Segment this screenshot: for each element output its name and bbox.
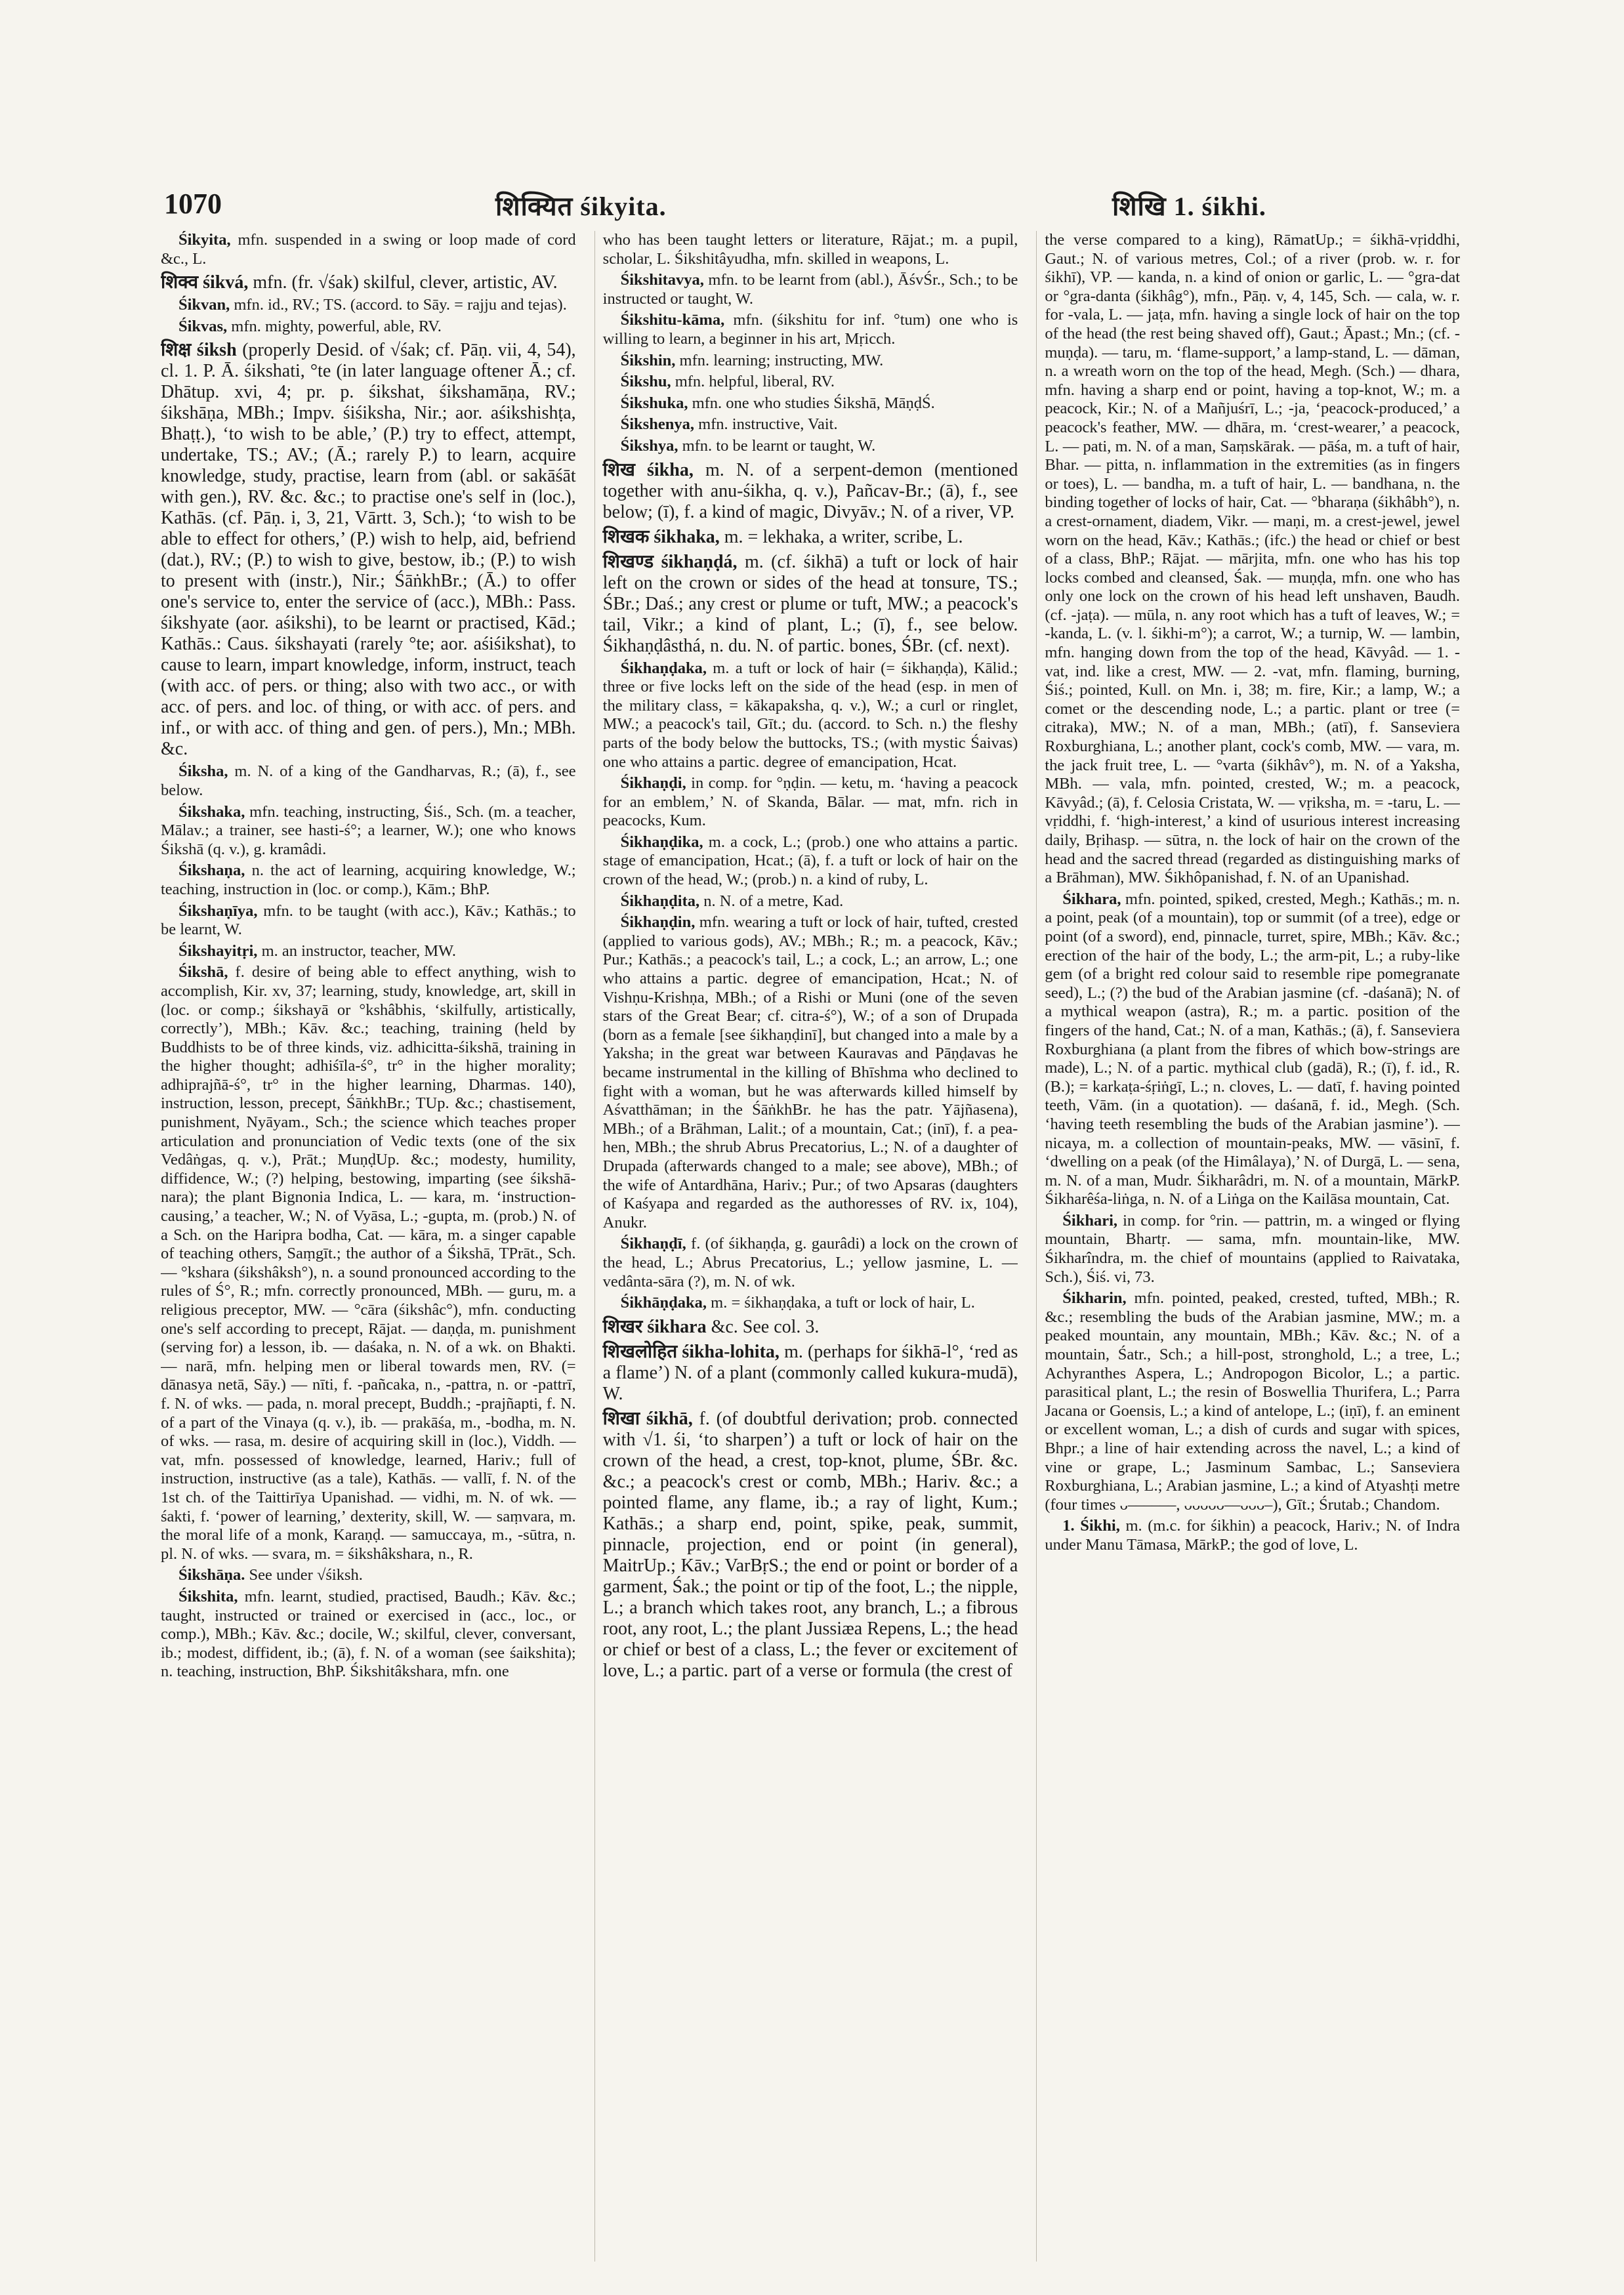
dictionary-entry: [161, 963, 576, 1563]
entry-text: mfn. one who studies Śikshā, MāṇḍŚ.: [692, 394, 935, 412]
entry-text: m. = lekhaka, a writer, scribe, L.: [724, 526, 963, 547]
entry-headword: Śikhaṇḍaka,: [620, 659, 707, 677]
entry-headword: शिखण्ड śikhaṇḍá,: [602, 551, 738, 572]
entry-headword: Śikvas,: [178, 317, 228, 335]
entry-text: (properly Desid. of √śak; cf. Pāṇ. vii, 4, 54), cl. 1. P. Ā. śikshati, °te (in later language oftener Ā.; cf. Dhātup. xvi, 4; pr. p. śikshat, śikshamāṇa, RV.; śikshāṇa, MBh.; Impv. śiśiksha, Nir.; aor. aśikshishṭa, Bhaṭṭ.), ‘to wish to be able,’ (P.) try to effect, attempt, undertake, TS.; AV.; (Ā.; rarely P.) to learn, acquire knowledge, study, practise, learn from (abl. or sakāśāt with gen.), RV. &c. &c.; to practise one's self in (loc.), Kathās. (cf. Pāṇ. i, 3, 21, Vārtt. 3, Sch.); ‘to wish to be able to effect for others,’ (P.) wish to help, aid, befriend (dat.), RV.; (P.) to wish to give, bestow, ib.; (P.) to wish to present with (instr.), Nir.; ŚāṅkhBr.; (Ā.) to offer one's service to, enter the service of (acc.), MBh.: Pass. śikshyate (aor. aśikshi), to be learnt or practised, Kād.; Kathās.: Caus. śikshayati (rarely °te; aor. aśiśikshat), to cause to learn, impart knowledge, inform, instruct, teach (with acc. of pers. or thing; also with two acc., or with acc. of pers. and loc. of thing, or with acc. of pers. and inf., or with acc. of thing and gen. of pers.), Mn.; MBh. &c.: [161, 340, 576, 760]
entry-headword: Śikshya,: [620, 436, 678, 455]
entry-headword: Śikhara,: [1062, 890, 1121, 908]
entry-text: &c. See col. 3.: [711, 1316, 820, 1337]
entry-text: n. N. of a metre, Kad.: [703, 892, 844, 910]
dictionary-entry: [161, 272, 576, 293]
entry-text: f. (of doubtful derivation; prob. connected with √1. śi, ‘to sharpen’) a tuft or lock of hair on the crown of the head, a crest, top-knot, plume, ŚBr. &c. &c.; a peacock's crest or comb, MBh.; Hariv. &c.; a pointed flame, any flame, ib.; a ray of light, Kum.; Kathās.; a sharp end, point, spike, peak, summit, pinnacle, projection, end or point (in general), MaitrUp.; Kāv.; VarBṛS.; the end or point or border of a garment, Śak.; the point or tip of the foot, L.; the nipple, L.; a branch which takes root, any branch, L.; a fibrous root, any root, L.; the plant Jussiæa Repens, L.; the head or chief or best of a class, L.; the fever or excitement of love, L.; a partic. part of a verse or formula (the crest of: [602, 1408, 1018, 1681]
dictionary-entry: [161, 902, 576, 940]
dictionary-entry: [603, 352, 1018, 371]
entry-headword: शिखक śikhaka,: [602, 526, 720, 547]
entry-text: mfn. pointed, peaked, crested, tufted, MBh.; R. &c.; resembling the buds of the Arabian jasmine, MW.; m. a peaked mountain, any mountain, MBh.; Kāv. &c.; N. of a mountain, Śatr., Sch.; a hill-post, stronghold, L.; a tree, L.; Achyranthes Aspera, L.; Andropogon Bicolor, L.; a partic. parasitical plant, L.; the resin of Boswellia Thurifera, L.; Parra Jacana or Goensis, L.; a kind of antelope, L.; (iṇī), f. an eminent or excellent woman, L.; a dish of curds and sugar with spices, Bhpr.; a line of hair extending across the navel, L.; a kind of vine or grape, L.; Jasminum Sambac, L.; Sanseviera Roxburghiana, L.; Arabian jasmine, L.; a kind of Atyashṭi metre (four times ᴗ––––––, ᴗᴗᴗᴗᴗ––ᴗᴗᴗ–), Gīt.; Śrutab.; Chandom.: [1045, 1289, 1460, 1514]
dictionary-entry: [603, 1317, 1018, 1338]
page-header: [164, 187, 1457, 226]
entry-headword: Śikshaka,: [178, 802, 245, 821]
entry-text: mfn. to be taught (with acc.), Kāv.; Kathās.; to be learnt, W.: [161, 901, 576, 939]
dictionary-entry: [603, 1342, 1018, 1405]
entry-headword: Śikhāṇḍaka,: [620, 1294, 707, 1312]
dictionary-entry: [1045, 1212, 1460, 1287]
entry-headword: Śikharin,: [1062, 1289, 1127, 1308]
entry-text: in comp. for °rin. — pattrin, m. a winged or flying mountain, Bhartṛ. — sama, mfn. mountain-like, MW. Śikharîndra, m. the chief of mountains (applied to Raivataka, Sch.), Śiś. vi, 73.: [1045, 1211, 1460, 1286]
dictionary-entry: [1045, 1517, 1460, 1554]
entry-headword: Śikshaṇīya,: [178, 901, 258, 920]
entry-text: mfn. (śikshitu for inf. °tum) one who is willing to learn, a beginner in his art, Mṛicch.: [602, 311, 1018, 348]
entry-headword: Śikshāṇa.: [178, 1566, 245, 1584]
entry-headword: Śikshu,: [620, 373, 671, 391]
entry-headword: शिक्व śikvá,: [161, 272, 249, 293]
entry-text: mfn. (fr. √śak) skilful, clever, artistic, AV.: [253, 272, 558, 293]
entry-text: f. desire of being able to effect anything, wish to accomplish, Kir. xv, 37; learning, study, knowledge, art, skill in (loc. or comp.; śikshayā or °kshâbhis, ‘skilfully, artistically, correctly’), MBh.; Kāv. &c.; teaching, training (held by Buddhists to be of three kinds, viz. adhicitta-śikshā, training in the higher thought; adhiśīla-ś°, tr° in the higher morality; adhiprajñā-ś°, tr° in the higher learning, Dharmas. 140), instruction, lesson, precept, ŚāṅkhBr.; TUp. &c.; chastisement, punishment, Nyāyam., Sch.; the science which teaches proper articulation and pronunciation of Vedic texts (one of the six Vedâṅgas, q. v.), Prāt.; MuṇḍUp. &c.; modesty, humility, diffidence, W.; (?) helping, bestowing, imparting (see śikshā-nara); the plant Bignonia Indica, L. — kara, m. ‘instruction-causing,’ a teacher, W.; N. of Vyāsa, L.; -gupta, m. (prob.) N. of a Sch. on the Haripra bodha, Cat. — kāra, m. a singer capable of teaching others, Saṃgīt.; the author of a Śikshā, TPrāt., Sch. — °kshara (śikshâksh°), n. a sound pronounced according to the rules of Ś°, R.; mfn. correctly pronounced, MBh. — guru, m. a religious preceptor, MW. — °cāra (śikshâc°), mfn. conducting one's self according to precept, Rājat. — daṇḍa, m. punishment (serving for) a lesson, ib. — daśaka, n. N. of a wk. on Bhakti. — narā, mfn. helping men or liberal towards men, RV. (= dānasya netā, Sāy.) — nīti, f. -pañcaka, n., -pattra, n. or -pattrī, f. N. of wks. — pada, n. moral precept, Buddh.; -prajñapti, f. N. of a part of the Vinaya (q. v.), ib. — prakāśa, m., -bodha, m. N. of wks. — rasa, m. desire of acquiring skill in (loc.), Viddh. — vat, mfn. possessed of knowledge, learned, Hariv.; full of instruction, instructive (as a tale), Kathās. — vallī, f. N. of the 1st ch. of the Taittirīya Upanishad. — vidhi, m. N. of wk. — śakti, f. ‘power of learning,’ dexterity, skill, W. — saṃvara, m. the moral life of a monk, Karaṇḍ. — samuccaya, m., -sūtra, n. pl. N. of wks. — svara, m. = śikshâkshara, n., R.: [161, 963, 576, 1563]
dictionary-entry: [603, 1409, 1018, 1682]
dictionary-entry: [161, 803, 576, 859]
dictionary-entry: [603, 460, 1018, 523]
dictionary-entry: [603, 1294, 1018, 1313]
entry-text: m. (cf. śikhā) a tuft or lock of hair left on the crown or sides of the head at tonsure, TS.; ŚBr.; Daś.; any crest or plume or tuft, MW.; a peacock's tail, Vikr.; a kind of plant, L.; (ī), f., see below. Śikhaṇḍâsthá, n. du. N. of partic. bones, ŚBr. (cf. next).: [602, 551, 1018, 656]
dictionary-entry: [603, 1235, 1018, 1291]
dictionary-entry: [161, 231, 576, 268]
entry-text: mfn. learning; instructing, MW.: [679, 351, 884, 369]
entry-headword: Śikshin,: [620, 351, 676, 369]
entry-text: f. (of śikhaṇḍa, g. gaurâdi) a lock on the crown of the head, L.; Abrus Precatorius, L.; yellow jasmine, L. — vedânta-sāra (?), m. N. of wk.: [602, 1235, 1018, 1291]
entry-headword: Śikshitavya,: [620, 271, 704, 289]
entry-headword: 1. Śikhi,: [1062, 1517, 1120, 1535]
entry-text: mfn. id., RV.; TS. (accord. to Sāy. = rajju and tejas).: [234, 296, 567, 314]
entry-text: mfn. suspended in a swing or loop made of cord &c., L.: [161, 231, 576, 268]
entry-headword: Śiksha,: [178, 762, 228, 781]
entry-text: mfn. to be learnt or taught, W.: [682, 436, 876, 455]
entry-headword: Śikshuka,: [620, 394, 688, 412]
column-1: [161, 231, 576, 2262]
entry-headword: शिख śikha,: [602, 459, 694, 480]
column-2: [594, 231, 1018, 2262]
entry-text: mfn. to be learnt from (abl.), ĀśvŚr., Sch.; to be instructed or taught, W.: [602, 271, 1018, 308]
entry-headword: Śikshā,: [178, 963, 228, 982]
dictionary-entry: [603, 311, 1018, 348]
entry-text: who has been taught letters or literature, Rājat.; m. a pupil, scholar, L. Śikshitâyudha, mfn. skilled in weapons, L.: [602, 231, 1018, 268]
entry-text: mfn. instructive, Vait.: [698, 415, 838, 434]
entry-headword: शिखलोहित śikha-lohita,: [602, 1341, 780, 1362]
entry-text: mfn. teaching, instructing, Śiś., Sch. (m. a teacher, Mālav.; a trainer, see hasti-ś°; a learner, W.); one who knows Śikshā (q. v.), g. kramâdi.: [161, 802, 576, 858]
entry-text: m. N. of a king of the Gandharvas, R.; (ā), f., see below.: [161, 762, 576, 799]
entry-headword: शिखर śikhara: [602, 1316, 707, 1337]
dictionary-entry: [603, 394, 1018, 413]
entry-text: mfn. wearing a tuft or lock of hair, tufted, crested (applied to various gods), AV.; MBh.; R.; m. a peacock, Kāv.; Pur.; Kathās.; a peacock's tail, L.; a cock, L.; an arrow, L.; one who attains a partic. degree of emancipation, Hcat.; N. of Vishṇu-Krishṇa, MBh.; of a Rishi or Muni (one of the seven stars of the Great Bear; cf. citra-ś°), W.; of a son of Drupada (born as a female [see śikhaṇḍinī], but changed into a male by a Yaksha; in the great war between Kauravas and Pāṇḍavas he became instrumental in the killing of Bhīshma who declined to fight with a woman, but he was afterwards killed himself by Aśvatthāman; in the ŚāṅkhBr. he has the patr. Yājñasena), MBh.; of a Brāhman, Lalit.; of a mountain, Cat.; (inī), f. a pea-hen, MBh.; the shrub Abrus Precatorius, L.; N. of a daughter of Drupada (afterwards changed to a male; see above), MBh.; of the wife of Antardhāna, Hariv.; Pur.; of two Apsaras (daughters of Kaśyapa and regarded as the authoresses of RV. ix, 104), Anukr.: [602, 913, 1018, 1231]
entry-headword: Śikshaṇa,: [178, 861, 245, 880]
dictionary-entry: [603, 774, 1018, 831]
entry-text: mfn. helpful, liberal, RV.: [675, 373, 835, 391]
entry-text: mfn. learnt, studied, practised, Baudh.; Kāv. &c.; taught, instructed or trained or exercised in (acc., loc., or comp.), MBh.; Kāv. &c.; docile, W.; skilful, clever, conversant, ib.; modest, diffident, ib.; (ā), f. N. of a woman (see śaikshita); n. teaching, instruction, BhP. Śikshitâkshara, mfn. one: [161, 1587, 576, 1681]
dictionary-entry: [1045, 231, 1460, 888]
entry-headword: शिखा śikhā,: [602, 1408, 693, 1429]
dictionary-entry: [603, 373, 1018, 392]
entry-text: m. a cock, L.; (prob.) one who attains a partic. stage of emancipation, Hcat.; (ā), f. a tuft or lock of hair on the crown of the head, W.; (prob.) n. a kind of ruby, L.: [602, 833, 1018, 889]
entry-text: m. N. of a serpent-demon (mentioned together with anu-śikha, q. v.), Pañcav-Br.; (ā), f., see below; (ī), f. a kind of magic, Divyāv.; N. of a river, VP.: [602, 459, 1018, 522]
entry-text: the verse compared to a king), RāmatUp.; = śikhā-vṛiddhi, Gaut.; N. of various metres, Col.; of a river (prob. w. r. for śikhī), VP. — kanda, n. a kind of onion or garlic, L. — °gra-dat or °gra-danta (śikhâg°), mfn., Pāṇ. v, 4, 145, Sch. — cala, w. r. for -vala, L. — jaṭa, mfn. having a single lock of hair on the top of the head (the rest being shaved off), Gaut.; Āpast.; Mn.; (cf. -muṇḍa). — taru, m. ‘flame-support,’ a lamp-stand, L. — dāman, n. a wreath worn on the top of the head, Megh. (Sch.) — dhara, mfn. having a sharp end or point, having a top-knot, W.; m. a peacock, Kir.; N. of a Mañjuśrī, L.; -ja, ‘peacock-produced,’ a peacock's feather, MW. — dhāra, m. ‘crest-wearer,’ a peacock, L. — pati, m. N. of a man, Saṃskārak. — pāśa, m. a tuft of hair, Bhar. — pitta, n. inflammation in the extremities (as in fingers or toes), L. — bandha, m. a tuft of hair, L. — bandhana, n. the binding together of locks of hair, Cat. — °bharaṇa (śikhâbh°), n. a crest-ornament, diadem, Vikr. — maṇi, m. a crest-jewel, jewel worn on the head, Kāv.; Kathās.; (ifc.) the head or chief or best of a class, BhP.; Rājat. — mārjita, mfn. one who has his top locks combed and cleansed, Śak. — muṇḍa, mfn. one who has only one lock on the crown of his head left unshaven, Baudh. (cf. -jaṭa). — mūla, n. any root which has a tuft of leaves, W.; = -kanda, L. (v. l. śikhi-m°); a carrot, W.; a turnip, W. — lambin, mfn. hanging down from the top of the head, Kāvyâd. — 1. -vat, ind. like a crest, MW. — 2. -vat, mfn. flaming, burning, Śiś.; pointed, Kull. on Mn. i, 38; m. fire, Kir.; a lamp, W.; a comet or the descending node, L.; a partic. plant or tree (= citraka), MW.; N. of a man, MBh.; (atī), f. Sanseviera Roxburghiana, L.; another plant, cock's comb, MW. — vara, m. the jack fruit tree, L. — °varta (śikhâv°), m. N. of a Yaksha, MBh. — vala, mfn. pointed, crested, W.; m. a peacock, Kāvyâd.; (ā), f. Celosia Cristata, W. — vṛiksha, m. = -taru, L. — vṛiddhi, f. ‘high-interest,’ a kind of usurious interest increasing daily, Bṛihasp. — sūtra, n. the lock of hair on the crown of the head and the sacred thread (regarded as distinguishing marks of a Brāhman), MW. Śikhôpanishad, f. N. of an Upanishad.: [1045, 231, 1460, 887]
entry-headword: Śikhaṇḍi,: [620, 774, 686, 793]
entry-headword: Śikshayitṛi,: [178, 941, 258, 960]
dictionary-entry: [603, 659, 1018, 772]
dictionary-entry: [161, 861, 576, 899]
dictionary-entry: [161, 318, 576, 337]
page-number: 1070: [164, 188, 222, 220]
dictionary-entry: [603, 415, 1018, 434]
running-headword-right: शिखि 1. śikhi.: [1112, 192, 1266, 221]
entry-text: m. an instructor, teacher, MW.: [261, 941, 457, 960]
dictionary-entry: [1045, 890, 1460, 1209]
entry-text: See under √śiksh.: [249, 1566, 363, 1584]
entry-headword: Śikvan,: [178, 296, 230, 314]
entry-headword: Śikhaṇḍika,: [620, 833, 703, 851]
entry-text: n. the act of learning, acquiring knowledge, W.; teaching, instruction in (loc. or comp.), Kām.; BhP.: [161, 861, 576, 898]
entry-headword: Śikyita,: [178, 231, 231, 249]
entry-headword: Śikshitu-kāma,: [620, 311, 725, 329]
entry-text: mfn. mighty, powerful, able, RV.: [231, 317, 442, 335]
dictionary-entry: [161, 340, 576, 760]
dictionary-entry: [161, 762, 576, 800]
entry-headword: Śikshita,: [178, 1587, 238, 1605]
entry-text: mfn. pointed, spiked, crested, Megh.; Kathās.; m. n. a point, peak (of a mountain), top or summit (of a tree), edge or point (of a sword), end, pinnacle, turret, spire, MBh.; Kāv. &c.; erection of the hair of the body, L.; the arm-pit, L.; a ruby-like gem (of a bright red colour said to resemble ripe pomegranate seed), L.; (?) the bud of the Arabian jasmine (cf. -daśanā); N. of a mythical weapon (astra), R.; m. a partic. position of the fingers of the hand, Cat.; N. of a man, Kathās.; (ā), f. Sanseviera Roxburghiana (a plant from the fibres of which bow-strings are made), L.; N. of a partic. mythical club (gadā), R.; (ī), f. id., R. (B.); = karkaṭa-śṛiṅgī, L.; n. cloves, L. — datī, f. having pointed teeth, Vām. (in a quotation). — daśanā, f. id., Megh. (Sch. ‘having teeth resembling the buds of the Arabian jasmine’). — nicaya, m. a collection of mountain-peaks, MW. — vāsinī, f. ‘dwelling on a peak (of the Himâlaya),’ N. of Durgā, L. — sena, m. N. of a man, Mudr. Śikharâdri, m. N. of a mountain, MārkP. Śikharêśa-liṅga, n. N. of a Liṅga on the Kailāsa mountain, Cat.: [1045, 890, 1460, 1209]
dictionary-entry: [603, 833, 1018, 890]
entry-headword: Śikhari,: [1062, 1211, 1118, 1230]
dictionary-entry: [603, 527, 1018, 548]
entry-text: m. = śikhaṇḍaka, a tuft or lock of hair, L.: [711, 1294, 975, 1312]
entry-text: m. (perhaps for śikhā-l°, ‘red as a flame’) N. of a plant (commonly called kukura-mudā), W.: [602, 1341, 1018, 1404]
entry-headword: Śikshenya,: [620, 415, 694, 434]
dictionary-entry: [161, 296, 576, 315]
entry-headword: शिक्ष śiksh: [161, 340, 237, 361]
entry-text: m. a tuft or lock of hair (= śikhaṇḍa), Kālid.; three or five locks left on the side of the head (esp. in men of the military class, = kākapaksha, q. v.), W.; a curl or ringlet, MW.; a peacock's tail, Gīt.; du. (accord. to Sch. n.) the fleshy parts of the body below the buttocks, TS.; (with mystic Śaivas) one who attains a partic. degree of emancipation, Hcat.: [602, 659, 1018, 771]
entry-headword: Śikhaṇḍī,: [620, 1235, 686, 1253]
dictionary-entry: [603, 271, 1018, 308]
running-headword-left: शिक्यित śikyita.: [495, 192, 667, 221]
dictionary-entry: [1045, 1289, 1460, 1514]
entry-text: m. (m.c. for śikhin) a peacock, Hariv.; N. of Indra under Manu Tāmasa, MārkP.; the god of love, L.: [1045, 1517, 1460, 1554]
dictionary-entry: [603, 437, 1018, 456]
dictionary-entry: [603, 552, 1018, 657]
dictionary-entry: [603, 892, 1018, 911]
dictionary-entry: [603, 913, 1018, 1232]
text-columns: [161, 231, 1460, 2262]
dictionary-entry: [161, 1588, 576, 1682]
dictionary-entry: [161, 1566, 576, 1585]
entry-text: in comp. for °ṇḍin. — ketu, m. ‘having a peacock for an emblem,’ N. of Skanda, Bālar. — mat, mfn. rich in peacocks, Kum.: [602, 774, 1018, 830]
entry-headword: Śikhaṇḍin,: [620, 913, 696, 932]
dictionary-entry: [161, 942, 576, 961]
dictionary-entry: [603, 231, 1018, 268]
entry-headword: Śikhaṇḍita,: [620, 892, 700, 910]
column-3: [1036, 231, 1460, 2262]
